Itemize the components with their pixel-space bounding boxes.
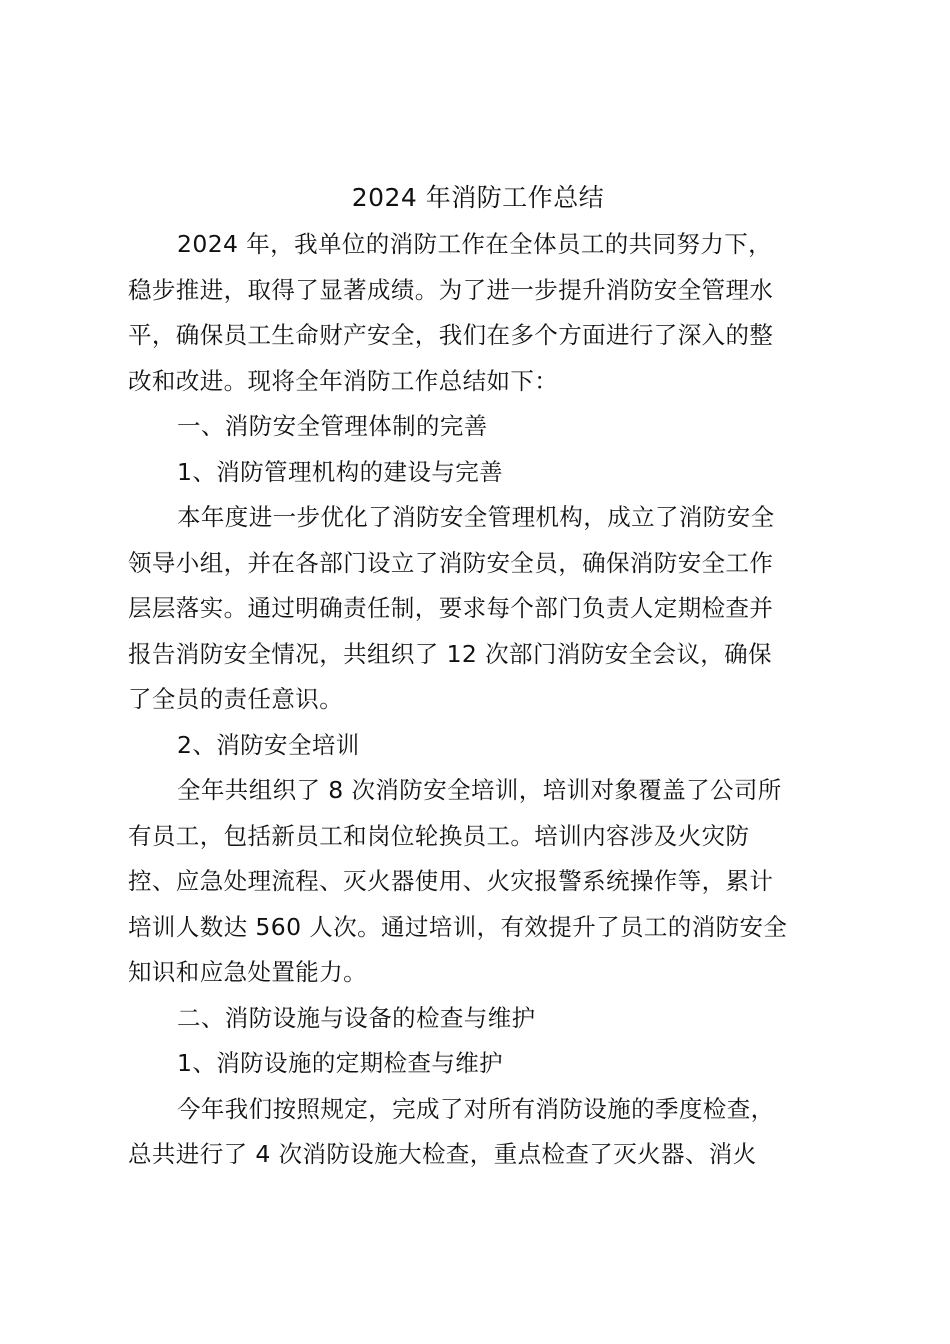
text-line: 领导小组，并在各部门设立了消防安全员，确保消防安全工作	[128, 548, 774, 577]
text-line: 本年度进一步优化了消防安全管理机构，成立了消防安全	[177, 503, 775, 531]
text-line: 1、消防设施的定期检查与维护	[177, 1049, 504, 1077]
text-line: 有员工，包括新员工和岗位轮换员工。培训内容涉及火灾防	[128, 821, 750, 850]
paragraph-inspection	[128, 1087, 828, 1178]
section-heading-1	[128, 404, 828, 450]
text-line: 1、消防管理机构的建设与完善	[177, 457, 504, 486]
text-line: 全年共组织了 8 次消防安全培训，培训对象覆盖了公司所	[177, 776, 782, 804]
text-line: 总共进行了 4 次消防设施大检查，重点检查了灭火器、消火	[128, 1140, 757, 1168]
section-heading-2	[128, 996, 828, 1042]
text-line: 今年我们按照规定，完成了对所有消防设施的季度检查，	[177, 1094, 775, 1123]
document-body	[128, 174, 828, 1178]
text-line: 了全员的责任意识。	[128, 685, 344, 713]
text-line: 知识和应急处置能力。	[128, 958, 367, 986]
text-line: 一、消防安全管理体制的完善	[177, 412, 488, 440]
text-line: 控、应急处理流程、灭火器使用、火灾报警系统操作等，累计	[128, 867, 774, 895]
text-line: 稳步推进，取得了显著成绩。为了进一步提升消防安全管理水	[128, 275, 774, 304]
text-line: 2、消防安全培训	[177, 730, 360, 759]
paragraph-intro	[128, 222, 828, 404]
subsection-heading-1-1	[128, 450, 828, 496]
text-line: 改和改进。现将全年消防工作总结如下：	[128, 366, 559, 395]
text-line: 平，确保员工生命财产安全，我们在多个方面进行了深入的整	[128, 321, 774, 349]
document-title: 2024 年消防工作总结	[351, 183, 605, 212]
text-line: 培训人数达 560 人次。通过培训，有效提升了员工的消防安全	[128, 912, 788, 941]
text-line: 2024 年，我单位的消防工作在全体员工的共同努力下，	[177, 230, 773, 258]
text-line: 报告消防安全情况，共组织了 12 次部门消防安全会议，确保	[128, 639, 772, 668]
subsection-heading-1-2	[128, 723, 828, 769]
subsection-heading-2-1	[128, 1041, 828, 1087]
text-line: 二、消防设施与设备的检查与维护	[177, 1003, 536, 1032]
text-line: 层层落实。通过明确责任制，要求每个部门负责人定期检查并	[128, 594, 774, 622]
paragraph-management	[128, 495, 828, 723]
paragraph-training	[128, 768, 828, 996]
